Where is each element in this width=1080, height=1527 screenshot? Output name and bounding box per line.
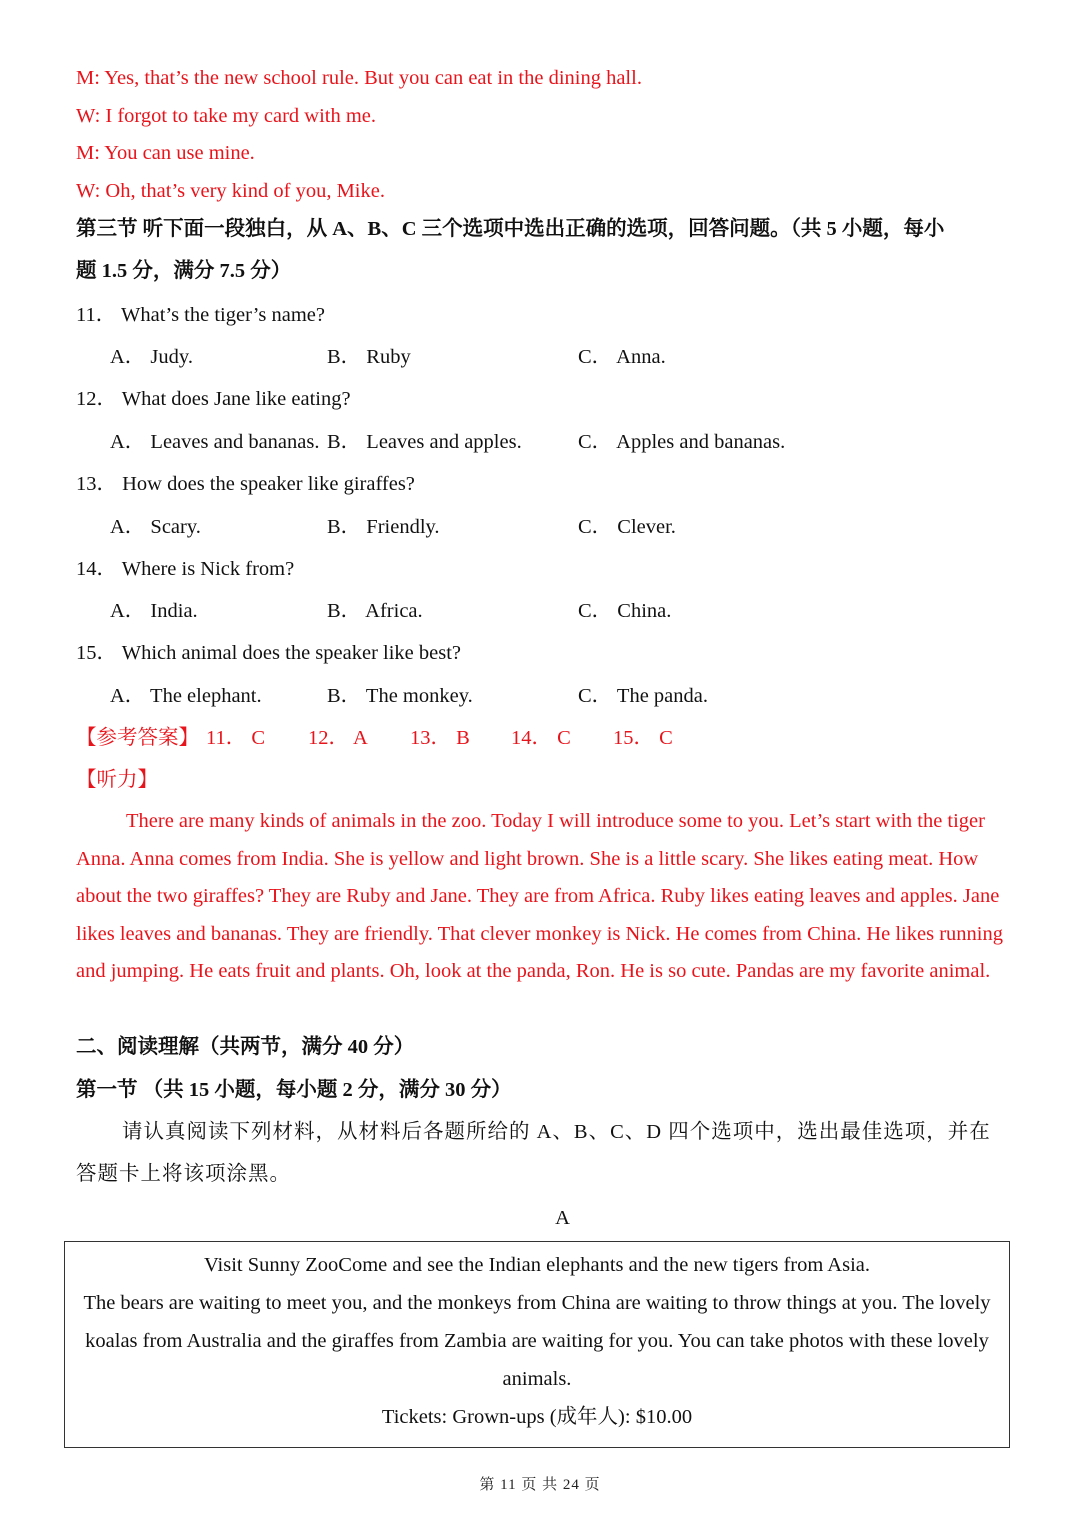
question-15-stem: 15． Which animal does the speaker like best? bbox=[76, 642, 462, 664]
question-13-option-c: C． Clever. bbox=[578, 516, 676, 538]
section3-heading-line2: 题 1.5 分，满分 7.5 分） bbox=[76, 260, 292, 282]
dialogue-line-1: M: Yes, that’s the new school rule. But you can eat in the dining hall. bbox=[76, 67, 642, 89]
question-11-option-c: C． Anna. bbox=[578, 346, 666, 368]
question-11-option-a: A． Judy. bbox=[110, 346, 193, 368]
answer-13: 13． B bbox=[410, 727, 470, 749]
question-15-option-a: A． The elephant. bbox=[110, 685, 262, 707]
part2-heading-text: 二、阅读理解（共两节，满分 40 分） bbox=[76, 1036, 415, 1058]
answer-11: 11． C bbox=[206, 727, 266, 749]
zoo-notice-line1: Visit Sunny ZooCome and see the Indian elephants and the new tigers from Asia. bbox=[203, 1254, 871, 1276]
dialogue-line-3: M: You can use mine. bbox=[76, 142, 255, 164]
question-14-option-a: A． India. bbox=[110, 600, 198, 622]
question-11-option-b: B． Ruby bbox=[327, 346, 411, 368]
zoo-notice-line2: The bears are waiting to meet you, and the monkeys from China are waiting to throw things at you. The lovely koalas from Australia and the giraffes from Zambia are waiting for you. You can take photos with these lovely animals. bbox=[83, 1292, 991, 1390]
question-12-stem: 12． What does Jane like eating? bbox=[76, 388, 351, 410]
question-15-option-c: C． The panda. bbox=[578, 685, 708, 707]
question-12-option-c: C． Apples and bananas. bbox=[578, 431, 786, 453]
part2-heading bbox=[76, 1037, 414, 1058]
question-15-option-b: B． The monkey. bbox=[327, 685, 473, 707]
answer-15: 15． C bbox=[613, 727, 673, 749]
zoo-notice-tickets: Tickets: Grown-ups (成年人): $10.00 bbox=[381, 1406, 693, 1428]
answer-14: 14． C bbox=[511, 727, 571, 749]
passage-label: A bbox=[555, 1207, 570, 1229]
question-13-option-a: A． Scary. bbox=[110, 516, 201, 538]
part2-instruction: 请认真阅读下列材料，从材料后各题所给的 A、B、C、D 四个选项中，选出最佳选项，并在答题卡上将该项涂黑。 bbox=[76, 1121, 991, 1185]
question-12-option-a: A． Leaves and bananas. bbox=[110, 431, 320, 453]
question-11-stem: 11． What’s the tiger’s name? bbox=[76, 304, 325, 326]
question-13-stem: 13． How does the speaker like giraffes? bbox=[76, 473, 415, 495]
question-14-stem: 14． Where is Nick from? bbox=[76, 558, 295, 580]
question-12-option-b: B． Leaves and apples. bbox=[327, 431, 522, 453]
page-footer: 第 11 页 共 24 页 bbox=[479, 1477, 601, 1493]
zoo-notice-box bbox=[64, 1241, 1010, 1448]
dialogue-line-2: W: I forgot to take my card with me. bbox=[76, 105, 377, 127]
part2-section1-heading: 第一节 （共 15 小题，每小题 2 分，满分 30 分） bbox=[76, 1079, 512, 1101]
answer-12: 12． A bbox=[308, 727, 368, 749]
section3-heading-line1: 第三节 听下面一段独白，从 A、B、C 三个选项中选出正确的选项，回答问题。（共 5 小题，每小 bbox=[76, 218, 945, 240]
question-14-option-c: C． China. bbox=[578, 600, 672, 622]
listening-label: 【听力】 bbox=[76, 769, 158, 791]
listening-transcript: There are many kinds of animals in the zoo. Today I will introduce some to you. Let’s start with the tiger Anna. Anna comes from India. She is yellow and light brown. She is a little scary. She likes eating meat. How about the two giraffes? They are Ruby and Jane. They are from Africa. Ruby likes eating leaves and apples. Jane likes leaves and bananas. They are friendly. That clever monkey is Nick. He comes from China. He likes running and jumping. He eats fruit and plants. Oh, look at the panda, Ron. He is so cute. Pandas are my favorite animal. bbox=[76, 810, 1003, 982]
question-14-option-b: B． Africa. bbox=[327, 600, 423, 622]
dialogue-line-4: W: Oh, that’s very kind of you, Mike. bbox=[76, 180, 385, 202]
question-13-option-b: B． Friendly. bbox=[327, 516, 440, 538]
answers-label: 【参考答案】 bbox=[76, 727, 199, 749]
